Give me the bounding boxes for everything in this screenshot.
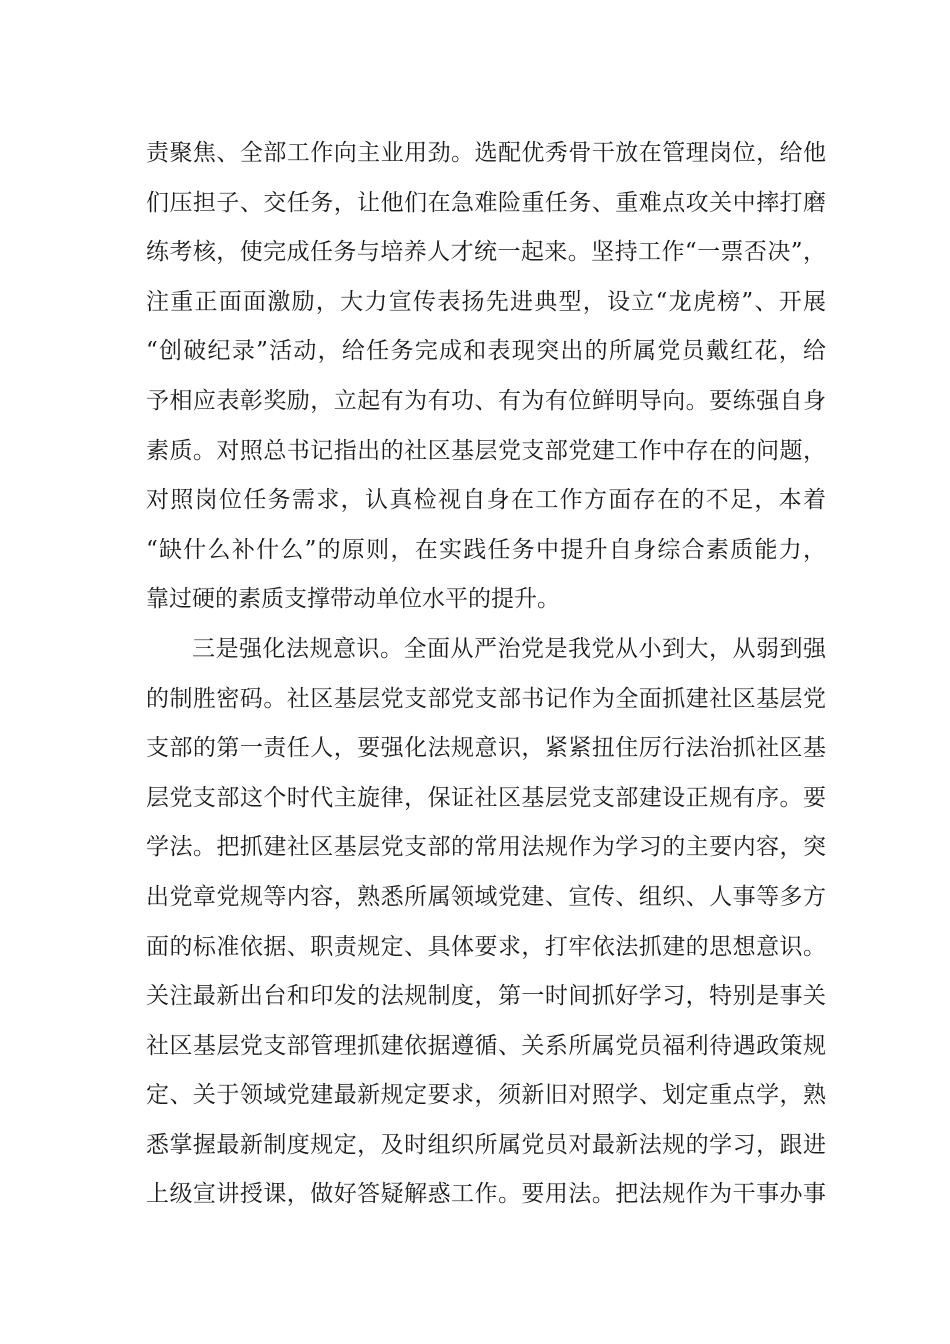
text-line: 予相应表彰奖励，立起有为有功、有为有位鲜明导向。要练强自身 [146,387,826,414]
text-line: 定、关于领域党建最新规定要求，须新旧对照学、划定重点学，熟 [146,1082,826,1109]
text-line: 素质。对照总书记指出的社区基层党支部党建工作中存在的问题， [146,437,826,464]
text-line: 支部的第一责任人，要强化法规意识，紧紧扭住厉行法治抓社区基 [146,735,826,762]
text-line: 关注最新出台和印发的法规制度，第一时间抓好学习，特别是事关 [146,983,826,1010]
text-line: 的制胜密码。社区基层党支部党支部书记作为全面抓建社区基层党 [146,685,826,712]
text-line: “创破纪录”活动，给任务完成和表现突出的所属党员戴红花，给 [146,338,826,365]
text-line: 面的标准依据、职责规定、具体要求，打牢依法抓建的思想意识。 [146,933,826,960]
text-line: 注重正面面激励，大力宣传表扬先进典型，设立“龙虎榜”、开展 [146,288,826,315]
text-line: 悉掌握最新制度规定，及时组织所属党员对最新法规的学习，跟进 [146,1131,826,1158]
text-line: 层党支部这个时代主旋律，保证社区基层党支部建设正规有序。要 [146,784,826,811]
text-line: 出党章党规等内容，熟悉所属领域党建、宣传、组织、人事等多方 [146,883,826,910]
text-line: 上级宣讲授课，做好答疑解惑工作。要用法。把法规作为干事办事 [146,1181,826,1208]
text-line: 们压担子、交任务，让他们在急难险重任务、重难点攻关中摔打磨 [146,189,826,216]
text-line: 对照岗位任务需求，认真检视自身在工作方面存在的不足，本着 [146,487,826,514]
body-text [146,129,826,1220]
paragraph-first-line: 三是强化法规意识。全面从严治党是我党从小到大，从弱到强 [192,635,826,662]
text-line: 学法。把抓建社区基层党支部的常用法规作为学习的主要内容，突 [146,834,826,861]
text-line: 责聚焦、全部工作向主业用劲。选配优秀骨干放在管理岗位，给他 [146,140,826,166]
paragraph-end-line: 靠过硬的素质支撑带动单位水平的提升。 [146,586,560,613]
text-line: “缺什么补什么”的原则，在实践任务中提升自身综合素质能力， [146,536,826,563]
text-line: 练考核，使完成任务与培养人才统一起来。坚持工作“一票否决”， [146,239,826,266]
text-line: 社区基层党支部管理抓建依据遵循、关系所属党员福利待遇政策规 [146,1032,826,1059]
